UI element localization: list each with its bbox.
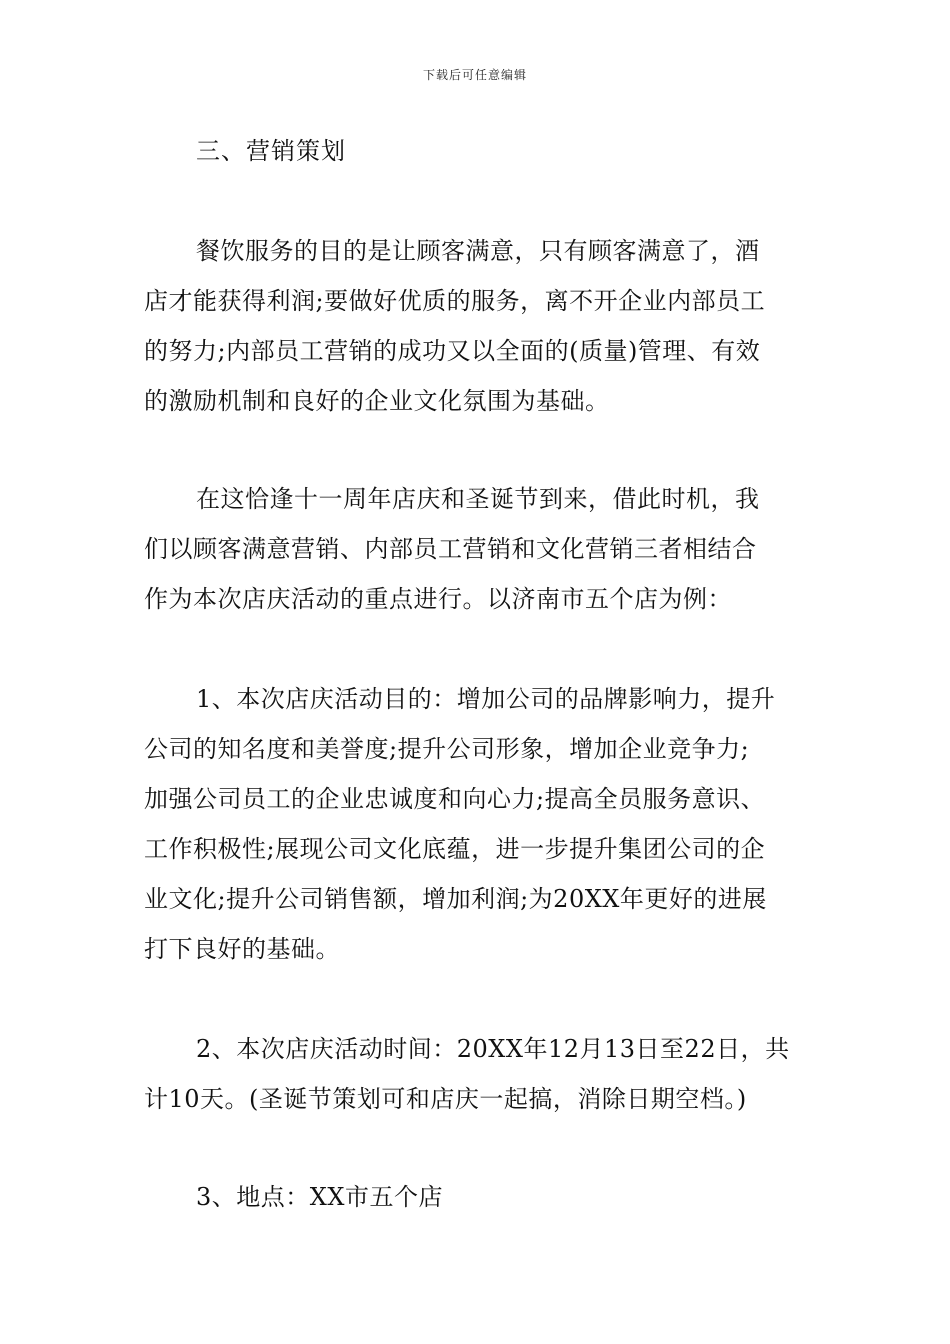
paragraph-line: 3、地点：XX市五个店 (196, 1183, 443, 1211)
paragraph-line: 计10天。(圣诞节策划可和店庆一起搞，消除日期空档。) (144, 1085, 747, 1113)
paragraph-line: 在这恰逢十一周年店庆和圣诞节到来，借此时机，我 (196, 485, 760, 513)
paragraph-location (144, 1172, 808, 1222)
paragraph-line: 店才能获得利润;要做好优质的服务，离不开企业内部员工 (144, 287, 766, 315)
paragraph-line: 作为本次店庆活动的重点进行。以济南市五个店为例： (144, 585, 732, 613)
paragraph-line: 1、本次店庆活动目的：增加公司的品牌影响力，提升 (196, 685, 776, 713)
paragraph-line: 公司的知名度和美誉度;提升公司形象，增加企业竞争力; (144, 735, 750, 763)
header-note: 下载后可任意编辑 (422, 68, 527, 82)
paragraph-line: 的努力;内部员工营销的成功又以全面的(质量)管理、有效 (144, 337, 761, 365)
paragraph-line: 业文化;提升公司销售额，增加利润;为20XX年更好的进展 (144, 885, 767, 913)
paragraph-anniversary (144, 474, 808, 624)
paragraph-line: 们以顾客满意营销、内部员工营销和文化营销三者相结合 (144, 535, 757, 563)
paragraph-line: 2、本次店庆活动时间：20XX年12月13日至22日，共 (196, 1035, 790, 1063)
paragraph-line: 打下良好的基础。 (144, 935, 340, 963)
paragraph-line: 的激励机制和良好的企业文化氛围为基础。 (144, 387, 610, 415)
section-heading: 三、营销策划 (196, 137, 346, 165)
paragraph-activity-time (144, 1024, 808, 1124)
paragraph-line: 加强公司员工的企业忠诚度和向心力;提高全员服务意识、 (144, 785, 766, 813)
paragraph-line: 餐饮服务的目的是让顾客满意，只有顾客满意了，酒 (196, 237, 760, 265)
paragraph-line: 工作积极性;展现公司文化底蕴，进一步提升集团公司的企 (144, 835, 766, 863)
paragraph-service-goal (144, 226, 808, 426)
paragraph-activity-goal (144, 674, 808, 974)
